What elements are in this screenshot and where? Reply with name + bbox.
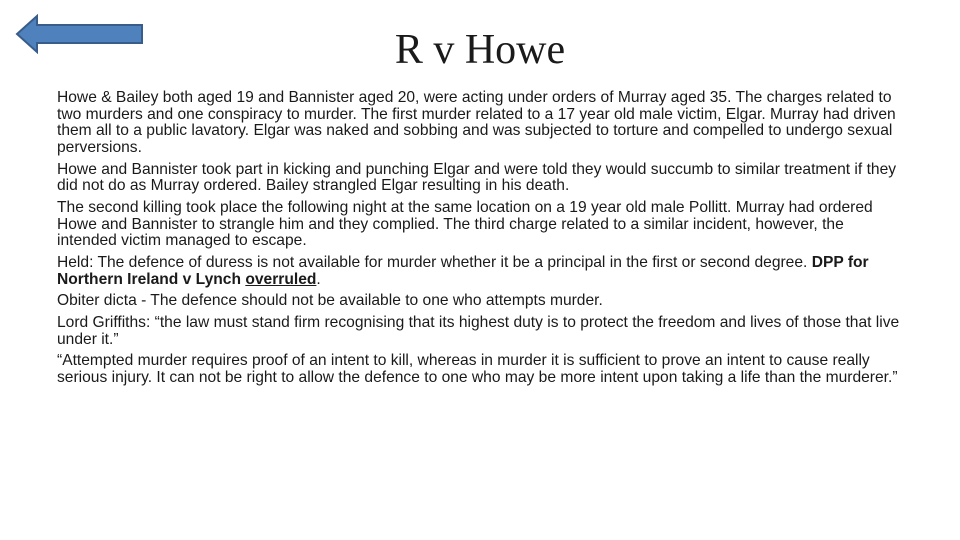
case-citation: DPP for Northern Ireland v Lynch (57, 253, 869, 288)
paragraph-facts: Howe & Bailey both aged 19 and Bannister aged 20, were acting under orders of Murray aged 35. The charges related to two murders and one conspiracy to murder. The first murder related to a 17 year old male victim, Elgar. Murray had driven them all to a public lavatory. Elgar was naked and sobbing and was subjected to torture and compelled to undergo sexual perversions. (57, 89, 896, 156)
paragraph-held (57, 255, 907, 288)
held-text: Held: The defence of duress is not available for murder whether it be a principal in the first or second degree. (57, 253, 812, 271)
held-period: . (316, 270, 321, 288)
paragraph-quote: “Attempted murder requires proof of an intent to kill, whereas in murder it is sufficient to prove an intent to cause really serious injury. It can not be right to allow the defence to one who may be more intent upon taking a life than the murderer.” (57, 352, 898, 387)
slide-body (57, 90, 907, 392)
paragraph-lord-griffiths: Lord Griffiths: “the law must stand firm recognising that its highest duty is to protect the freedom and lives of those that live under it.” (57, 314, 900, 348)
paragraph-facts-continued: Howe and Bannister took part in kicking and punching Elgar and were told they would succumb to similar treatment if they did not do as Murray ordered. Bailey strangled Elgar resulting in his death. (57, 160, 897, 195)
paragraph-second-killing: The second killing took place the following night at the same location on a 19 year old male Pollitt. Murray had ordered Howe and Bannister to strangle him and they complied. The third charge related to a similar incident, however, the intended victim managed to escape. (57, 198, 873, 250)
slide-title: R v Howe (394, 27, 566, 73)
overruled-text: overruled (245, 270, 317, 288)
paragraph-obiter: Obiter dicta - The defence should not be available to one who attempts murder. (57, 292, 603, 310)
